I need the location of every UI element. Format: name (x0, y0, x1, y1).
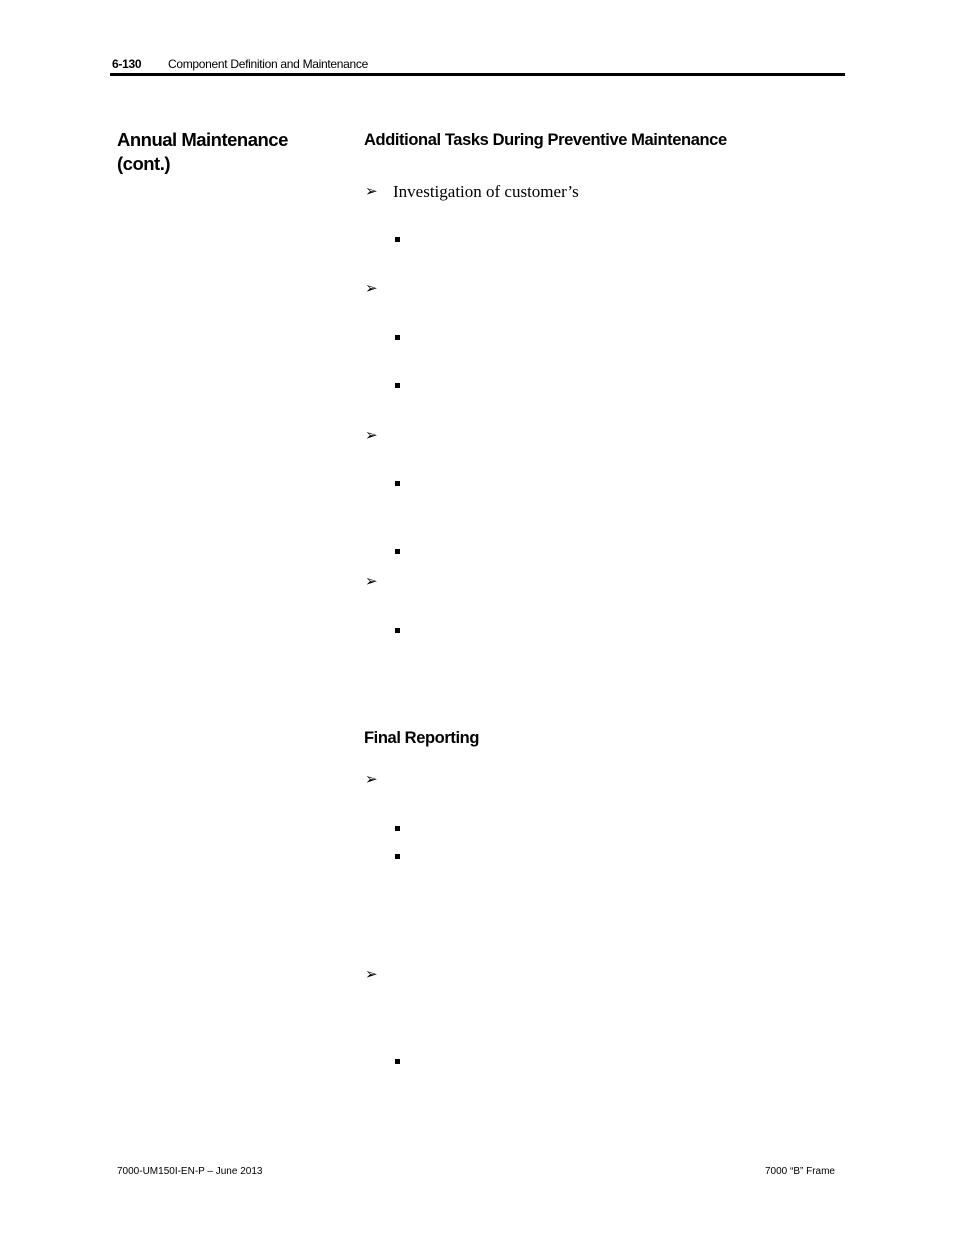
arrow-bullet-icon: ➢ (365, 772, 378, 788)
arrow-bullet-icon: ➢ (365, 574, 378, 590)
list-item-text: Investigation of customer’s (393, 182, 579, 201)
square-bullet-icon (395, 481, 400, 486)
square-bullet-icon (395, 854, 400, 859)
footer-product-name: 7000 “B” Frame (764, 1166, 835, 1177)
arrow-bullet-icon: ➢ (365, 967, 378, 983)
section-heading-additional-tasks: Additional Tasks During Preventive Maintenance (364, 131, 727, 149)
square-bullet-icon (395, 549, 400, 554)
square-bullet-icon (395, 383, 400, 388)
square-bullet-icon (395, 335, 400, 340)
header-rule (110, 73, 845, 76)
side-heading: Annual Maintenance (cont.) (117, 129, 288, 174)
square-bullet-icon (395, 628, 400, 633)
footer-document-id: 7000-UM150I-EN-P – June 2013 (117, 1166, 263, 1177)
arrow-bullet-icon: ➢ (365, 428, 378, 444)
square-bullet-icon (395, 826, 400, 831)
square-bullet-icon (395, 1059, 400, 1064)
chapter-title: Component Definition and Maintenance (168, 57, 369, 71)
arrow-bullet-icon: ➢ (365, 184, 378, 200)
page-number: 6-130 (112, 57, 142, 71)
section-heading-final-reporting: Final Reporting (364, 729, 479, 747)
square-bullet-icon (395, 237, 400, 242)
arrow-bullet-icon: ➢ (365, 281, 378, 297)
